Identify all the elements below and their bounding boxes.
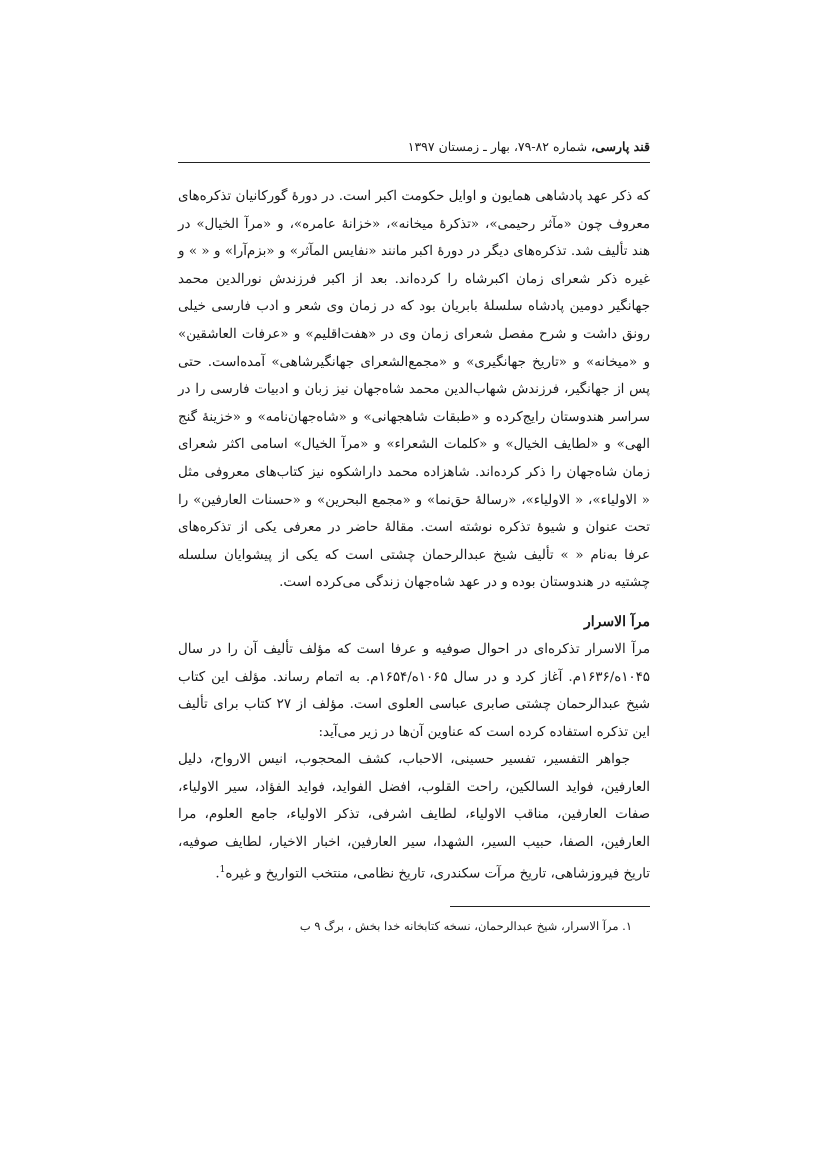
section-paragraph: مرآ الاسرار تذکره‌ای در احوال صوفیه و عرفا است که مؤلف تألیف آن را در سال ۱۰۴۵ه/۱۶۳۶م. آغاز کرد و در سال ۱۰۶۵ه/۱۶۵۴م. به اتمام رساند. مؤلف این کتاب شیخ عبدالرحمان چشتی صابری عباسی العلوی است. مؤلف از ۲۷ کتاب برای تألیف این تذکره استفاده کرده است که عناوین آن‌ها در زیر می‌آید: xyxy=(178,641,651,740)
issue-info: شماره ۸۲-۷۹، بهار ـ زمستان ۱۳۹۷ xyxy=(407,139,592,154)
running-head xyxy=(178,138,650,162)
footnote-marker[interactable]: 1 xyxy=(219,864,226,875)
header-rule xyxy=(178,162,650,163)
footnote-number: ۱. xyxy=(622,918,632,933)
footnote xyxy=(178,917,650,935)
sources-list-paragraph: جواهر التفسیر، تفسیر حسینی، الاحباب، کشف المحجوب، انیس الارواح، دلیل العارفین، فواید السالکین، راحت القلوب، افضل الفواید، فواید الفؤاد، سیر الاولیاء، صفات العارفین، مناقب الاولیاء، لطایف اشرفی، تذکر الاولیاء، جامع العلوم، مرا العارفین، الصفا، حبیب السیر، الشهدا، سیر العارفین، اخبار الاخیار، لطایف صوفیه، تاریخ فیروزشاهی، تاریخ مرآت سکندری، تاریخ نظامی، منتخب التواریخ و غیره$^1$. xyxy=(178,752,650,882)
sources-list: جواهر التفسیر، تفسیر حسینی، الاحباب، کشف المحجوب، انیس الارواح، دلیل العارفین، فواید السالکین، راحت القلوب، افضل الفواید، فواید الفؤاد، سیر الاولیاء، صفات العارفین، مناقب الاولیاء، لطایف اشرفی، تذکر الاولیاء، جامع العلوم، مرا العارفین، الصفا، حبیب السیر، الشهدا، سیر العارفین، اخبار الاخیار، لطایف صوفیه، تاریخ فیروزشاهی، تاریخ مرآت سکندری، تاریخ نظامی، منتخب التواریخ و غیره xyxy=(178,752,650,882)
footnote-text: مرآ الاسرار، شیخ عبدالرحمان، نسخه کتابخانه خدا بخش ، برگ ۹ ب xyxy=(299,918,619,933)
section-heading: مرآ الاسرار xyxy=(584,613,650,630)
footnote-rule xyxy=(450,906,650,907)
journal-name: قند پارسی، xyxy=(591,139,650,154)
page-content xyxy=(178,138,650,935)
intro-paragraph: که ذکر عهد پادشاهی همایون و اوایل حکومت اکبر است. در دورۀ گورکانیان تذکره‌های معروف چون «مآثر رحیمی»، «تذکرۀ میخانه»، «خزانۀ عامره»، و «مرآ الخیال» در هند تألیف شد. تذکره‌های دیگر در دورۀ اکبر مانند «نفایس المآثر» و «بزم‌آرا» و « » و غیره ذکر شعرای زمان اکبرشاه را کرده‌اند. بعد از اکبر فرزندش نورالدین محمد جهانگیر دومین پادشاه سلسلۀ بابریان بود که در زمان وی شعر و ادب فارسی خیلی رونق داشت و شرح مفصل شعرای زمان وی در «هفت‌اقلیم» و «عرفات العاشقین» و «میخانه» و «تاریخ جهانگیری» و «مجمع‌الشعرای جهانگیرشاهی» آمده‌است. حتی پس از جهانگیر، فرزندش شهاب‌الدین محمد شاه‌جهان نیز زبان و ادبیات فارسی را در سراسر هندوستان رایج‌کرده و «طبقات شاهجهانی» و «شاه‌جهان‌نامه» و «خزینۀ گنج الهی» و «لطایف الخیال» و «کلمات الشعراء» و «مرآ الخیال» اسامی اکثر شعرای زمان شاه‌جهان را ذکر کرده‌اند. شاهزاده محمد داراشکوه نیز کتاب‌های معروفی مثل « الاولیاء»، « الاولیاء»، «رسالۀ حق‌نما» و «مجمع البحرین» و «حسنات العارفین» را تحت عنوان و شیوۀ تذکره نوشته است. مقالۀ حاضر در معرفی یکی از تذکره‌های عرفا به‌نام « » تألیف شیخ عبدالرحمان چشتی است که یکی از پیشوایان سلسله چشتیه در هندوستان بوده و در عهد شاه‌جهان زندگی می‌کرده است. xyxy=(178,189,650,591)
